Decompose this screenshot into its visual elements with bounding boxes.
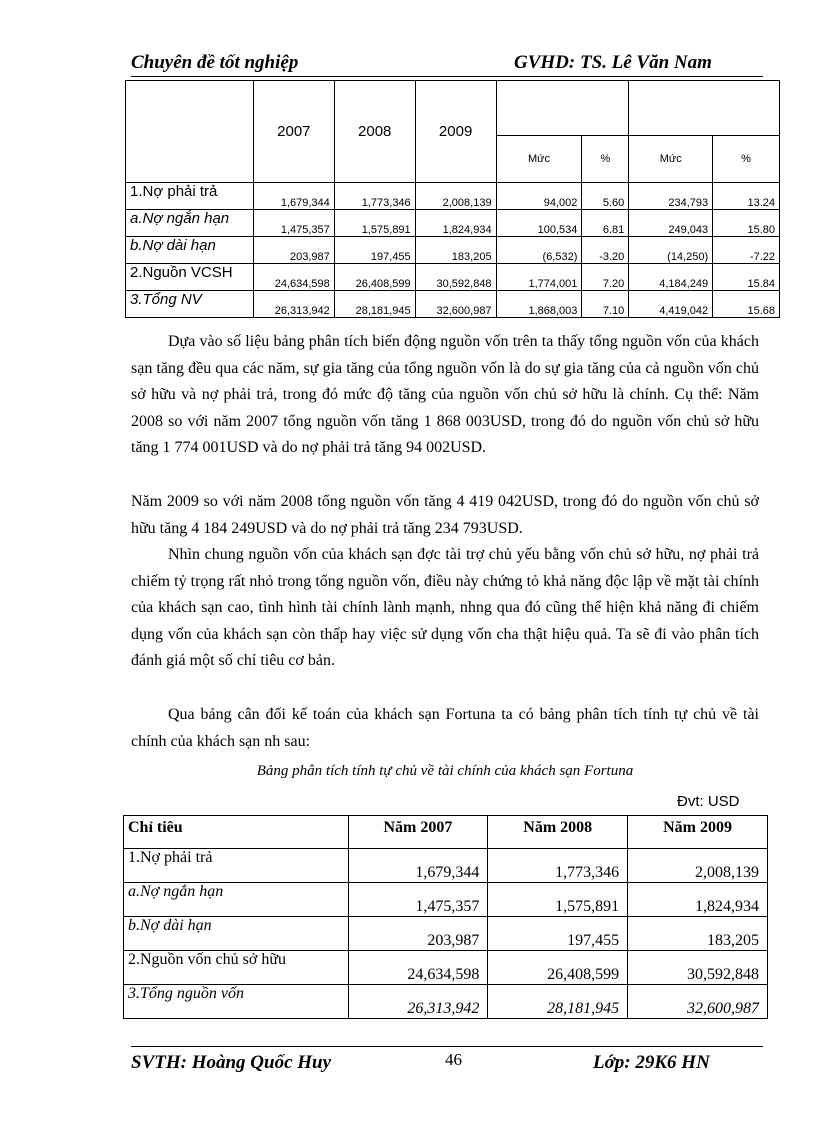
value-cell: 1,475,357 [253,210,334,237]
value-cell: 183,205 [628,917,768,951]
value-cell: 30,592,848 [415,264,496,291]
value-cell: 26,408,599 [488,951,628,985]
table-row [126,291,780,318]
value-cell: 1,679,344 [348,849,488,883]
value-cell: 203,987 [253,237,334,264]
table-row [126,237,780,264]
sub-header: Mức [629,136,713,183]
value-cell: 15.68 [713,291,780,318]
table-row [126,210,780,237]
value-cell: 1,475,357 [348,883,488,917]
col-header: Năm 2008 [488,816,628,849]
row-label: 2.Nguồn vốn chủ sở hữu [124,951,349,985]
value-cell: 24,634,598 [348,951,488,985]
value-cell: 7.10 [582,291,629,318]
value-cell: 1,774,001 [496,264,582,291]
value-cell: 28,181,945 [488,985,628,1019]
value-cell: (6,532) [496,237,582,264]
value-cell: 1,868,003 [496,291,582,318]
row-label: a.Nợ ngắn hạn [124,883,349,917]
value-cell: 30,592,848 [628,951,768,985]
value-cell: 32,600,987 [628,985,768,1019]
value-cell: 4,419,042 [629,291,713,318]
sub-header: Mức [496,136,582,183]
change-group-header [496,81,629,136]
paragraph-3: Nhìn chung nguồn vốn của khách sạn đợc tài trợ chủ yếu bằng vốn chủ sở hữu, nợ phải trả chiếm tỷ trọng rất nhỏ trong tổng nguồn vốn, điều này chứng tỏ khả năng độc lập về mặt tài chính của khách sạn cao, tình hình tài chính lành mạnh, nhng qua đó cũng thể hiện khả năng đi chiếm dụng vốn của khách sạn còn thấp hay việc sử dụng vốn cha thật hiệu quả. Ta sẽ đi vào phân tích đánh giá một số chỉ tiêu cơ bản. [131,546,759,669]
value-cell: 24,634,598 [253,264,334,291]
value-cell: 2,008,139 [628,849,768,883]
table-row [124,985,768,1019]
row-label: 3.Tổng NV [126,291,254,318]
table-row [124,883,768,917]
row-label: 2.Nguồn VCSH [126,264,254,291]
value-cell: -7.22 [713,237,780,264]
col-header: Chỉ tiêu [124,816,349,849]
value-cell: 1,575,891 [488,883,628,917]
value-cell: 94,002 [496,183,582,210]
col-header: Năm 2007 [348,816,488,849]
row-label: 3.Tổng nguồn vốn [124,985,349,1019]
table-row [126,264,780,291]
value-cell: 26,408,599 [334,264,415,291]
value-cell: 203,987 [348,917,488,951]
row-label: b.Nợ dài hạn [126,237,254,264]
year-header: 2008 [334,81,415,183]
year-header: 2007 [253,81,334,183]
paragraph-1: Dựa vào số liệu bảng phân tích biến động nguồn vốn trên ta thấy tổng nguồn vốn của khách sạn tăng đều qua các năm, sự gia tăng của tổng nguồn vốn là do sự gia tăng của cả nguồn vốn chủ sở hữu và nợ phải trả, trong đó mức độ tăng của nguồn vốn chủ sở hữu là chính. Cụ thể: Năm 2008 so với năm 2007 tổng nguồn vốn tăng 1 868 003USD, trong đó do nguồn vốn chủ sở hữu tăng 1 774 001USD và do nợ phải trả tăng 94 002USD. [131,333,759,456]
value-cell: 15.80 [713,210,780,237]
col-header: Năm 2009 [628,816,768,849]
sub-header: % [582,136,629,183]
corner-cell [126,81,254,183]
sub-header: % [713,136,780,183]
header-rule [131,76,763,77]
table-row [124,849,768,883]
page-number: 46 [445,1050,462,1069]
table-caption: Bảng phân tích tính tự chủ về tài chính của khách sạn Fortuna [256,763,634,779]
value-cell: 13.24 [713,183,780,210]
row-label: a.Nợ ngắn hạn [126,210,254,237]
value-cell: 2,008,139 [415,183,496,210]
value-cell: 1,575,891 [334,210,415,237]
paragraph-2: Năm 2009 so với năm 2008 tổng nguồn vốn tăng 4 419 042USD, trong đó do nguồn vốn chủ sở hữu tăng 4 184 249USD và do nợ phải trả tăng 234 793USD. [131,493,759,537]
value-cell: 249,043 [629,210,713,237]
footer-rule [131,1046,763,1047]
value-cell: 197,455 [488,917,628,951]
value-cell: 1,773,346 [334,183,415,210]
value-cell: 7.20 [582,264,629,291]
header-left: Chuyên đề tốt nghiệp [131,52,299,73]
table-row [124,951,768,985]
value-cell: 100,534 [496,210,582,237]
row-label: b.Nợ dài hạn [124,917,349,951]
value-cell: 32,600,987 [415,291,496,318]
value-cell: 183,205 [415,237,496,264]
row-label: 1.Nợ phải trả [126,183,254,210]
change-analysis-table [125,80,780,318]
value-cell: (14,250) [629,237,713,264]
table-row [126,183,780,210]
autonomy-table [123,815,768,1019]
value-cell: -3.20 [582,237,629,264]
table-row [124,917,768,951]
value-cell: 26,313,942 [348,985,488,1019]
value-cell: 26,313,942 [253,291,334,318]
value-cell: 4,184,249 [629,264,713,291]
value-cell: 1,824,934 [628,883,768,917]
value-cell: 5.60 [582,183,629,210]
value-cell: 6.81 [582,210,629,237]
value-cell: 1,773,346 [488,849,628,883]
paragraph-4: Qua bảng cân đối kế toán của khách sạn Fortuna ta có bảng phân tích tính tự chủ về tài chính của khách sạn nh sau: [131,706,759,750]
year-header: 2009 [415,81,496,183]
unit-label: Đvt: USD [677,793,740,810]
footer-left: SVTH: Hoàng Quốc Huy [131,1052,332,1073]
value-cell: 15.84 [713,264,780,291]
change-group-header [629,81,780,136]
value-cell: 1,679,344 [253,183,334,210]
header-right: GVHD: TS. Lê Văn Nam [514,52,712,73]
value-cell: 234,793 [629,183,713,210]
value-cell: 1,824,934 [415,210,496,237]
value-cell: 28,181,945 [334,291,415,318]
row-label: 1.Nợ phải trả [124,849,349,883]
footer-right: Lớp: 29K6 HN [593,1052,710,1073]
value-cell: 197,455 [334,237,415,264]
